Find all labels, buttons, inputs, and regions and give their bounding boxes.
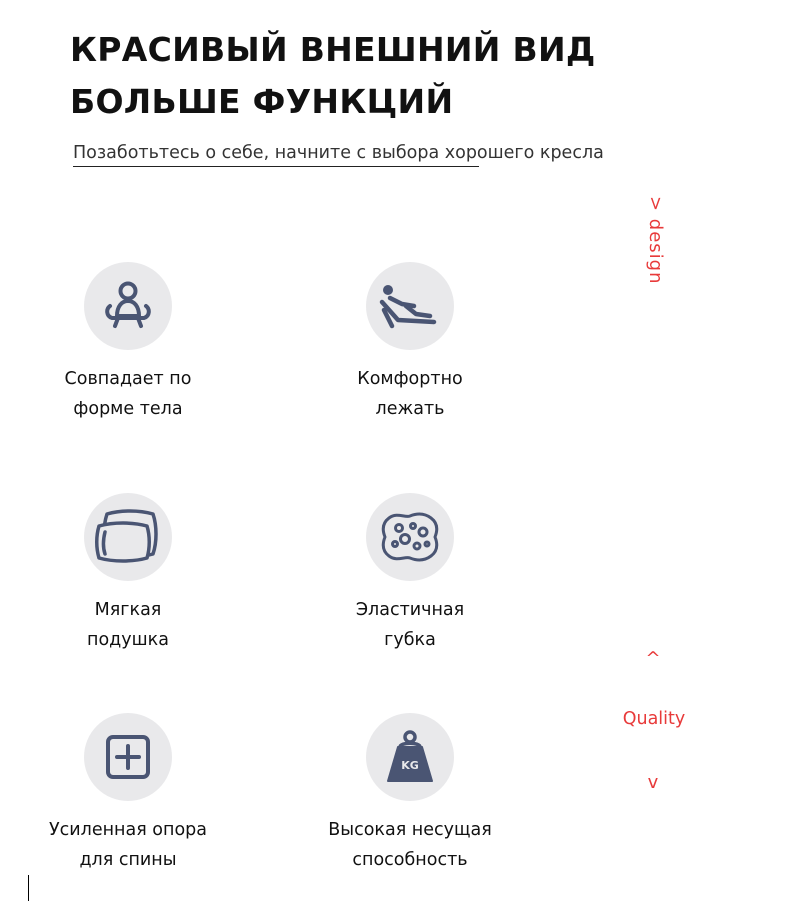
feature-label: Высокая несущая способность	[328, 820, 492, 870]
design-tag	[640, 196, 670, 296]
feature-label: Усиленная опора для спины	[49, 820, 207, 870]
pillow-icon	[93, 506, 163, 568]
feature-body-fit	[28, 262, 228, 424]
plus-support-icon	[103, 732, 153, 782]
quality-up-arrow: ^	[645, 648, 661, 669]
feature-label: Эластичная губка	[355, 600, 465, 650]
feature-icon-circle	[84, 493, 172, 581]
design-tag-text: > design	[645, 196, 666, 285]
feature-recline	[310, 262, 510, 424]
text-cursor	[28, 875, 29, 901]
subtitle-underline	[73, 166, 479, 167]
feature-label: Совпадает по форме тела	[64, 369, 192, 419]
subtitle: Позаботьтесь о себе, начните с выбора хорошего кресла	[73, 143, 604, 163]
weight-kg-label: KG	[401, 759, 419, 772]
feature-pillow	[28, 493, 228, 655]
title-line-1: КРАСИВЫЙ ВНЕШНИЙ ВИД	[70, 30, 596, 69]
feature-label: Комфортно лежать	[357, 369, 463, 419]
feature-back-support	[28, 713, 228, 875]
title-line-2: БОЛЬШЕ ФУНКЦИЙ	[70, 82, 454, 121]
feature-icon-circle	[366, 493, 454, 581]
sponge-icon	[375, 508, 445, 566]
feature-label: Мягкая подушка	[87, 600, 169, 650]
page-title	[70, 24, 670, 128]
feature-icon-circle	[366, 262, 454, 350]
feature-load-capacity	[310, 713, 510, 875]
recline-icon	[376, 276, 444, 336]
body-fit-icon	[98, 276, 158, 336]
feature-sponge	[310, 493, 510, 655]
weight-kg-icon	[384, 727, 436, 787]
feature-icon-circle	[84, 262, 172, 350]
quality-label: Quality	[622, 709, 686, 729]
quality-down-arrow: v	[647, 772, 659, 793]
feature-icon-circle	[366, 713, 454, 801]
feature-icon-circle	[84, 713, 172, 801]
